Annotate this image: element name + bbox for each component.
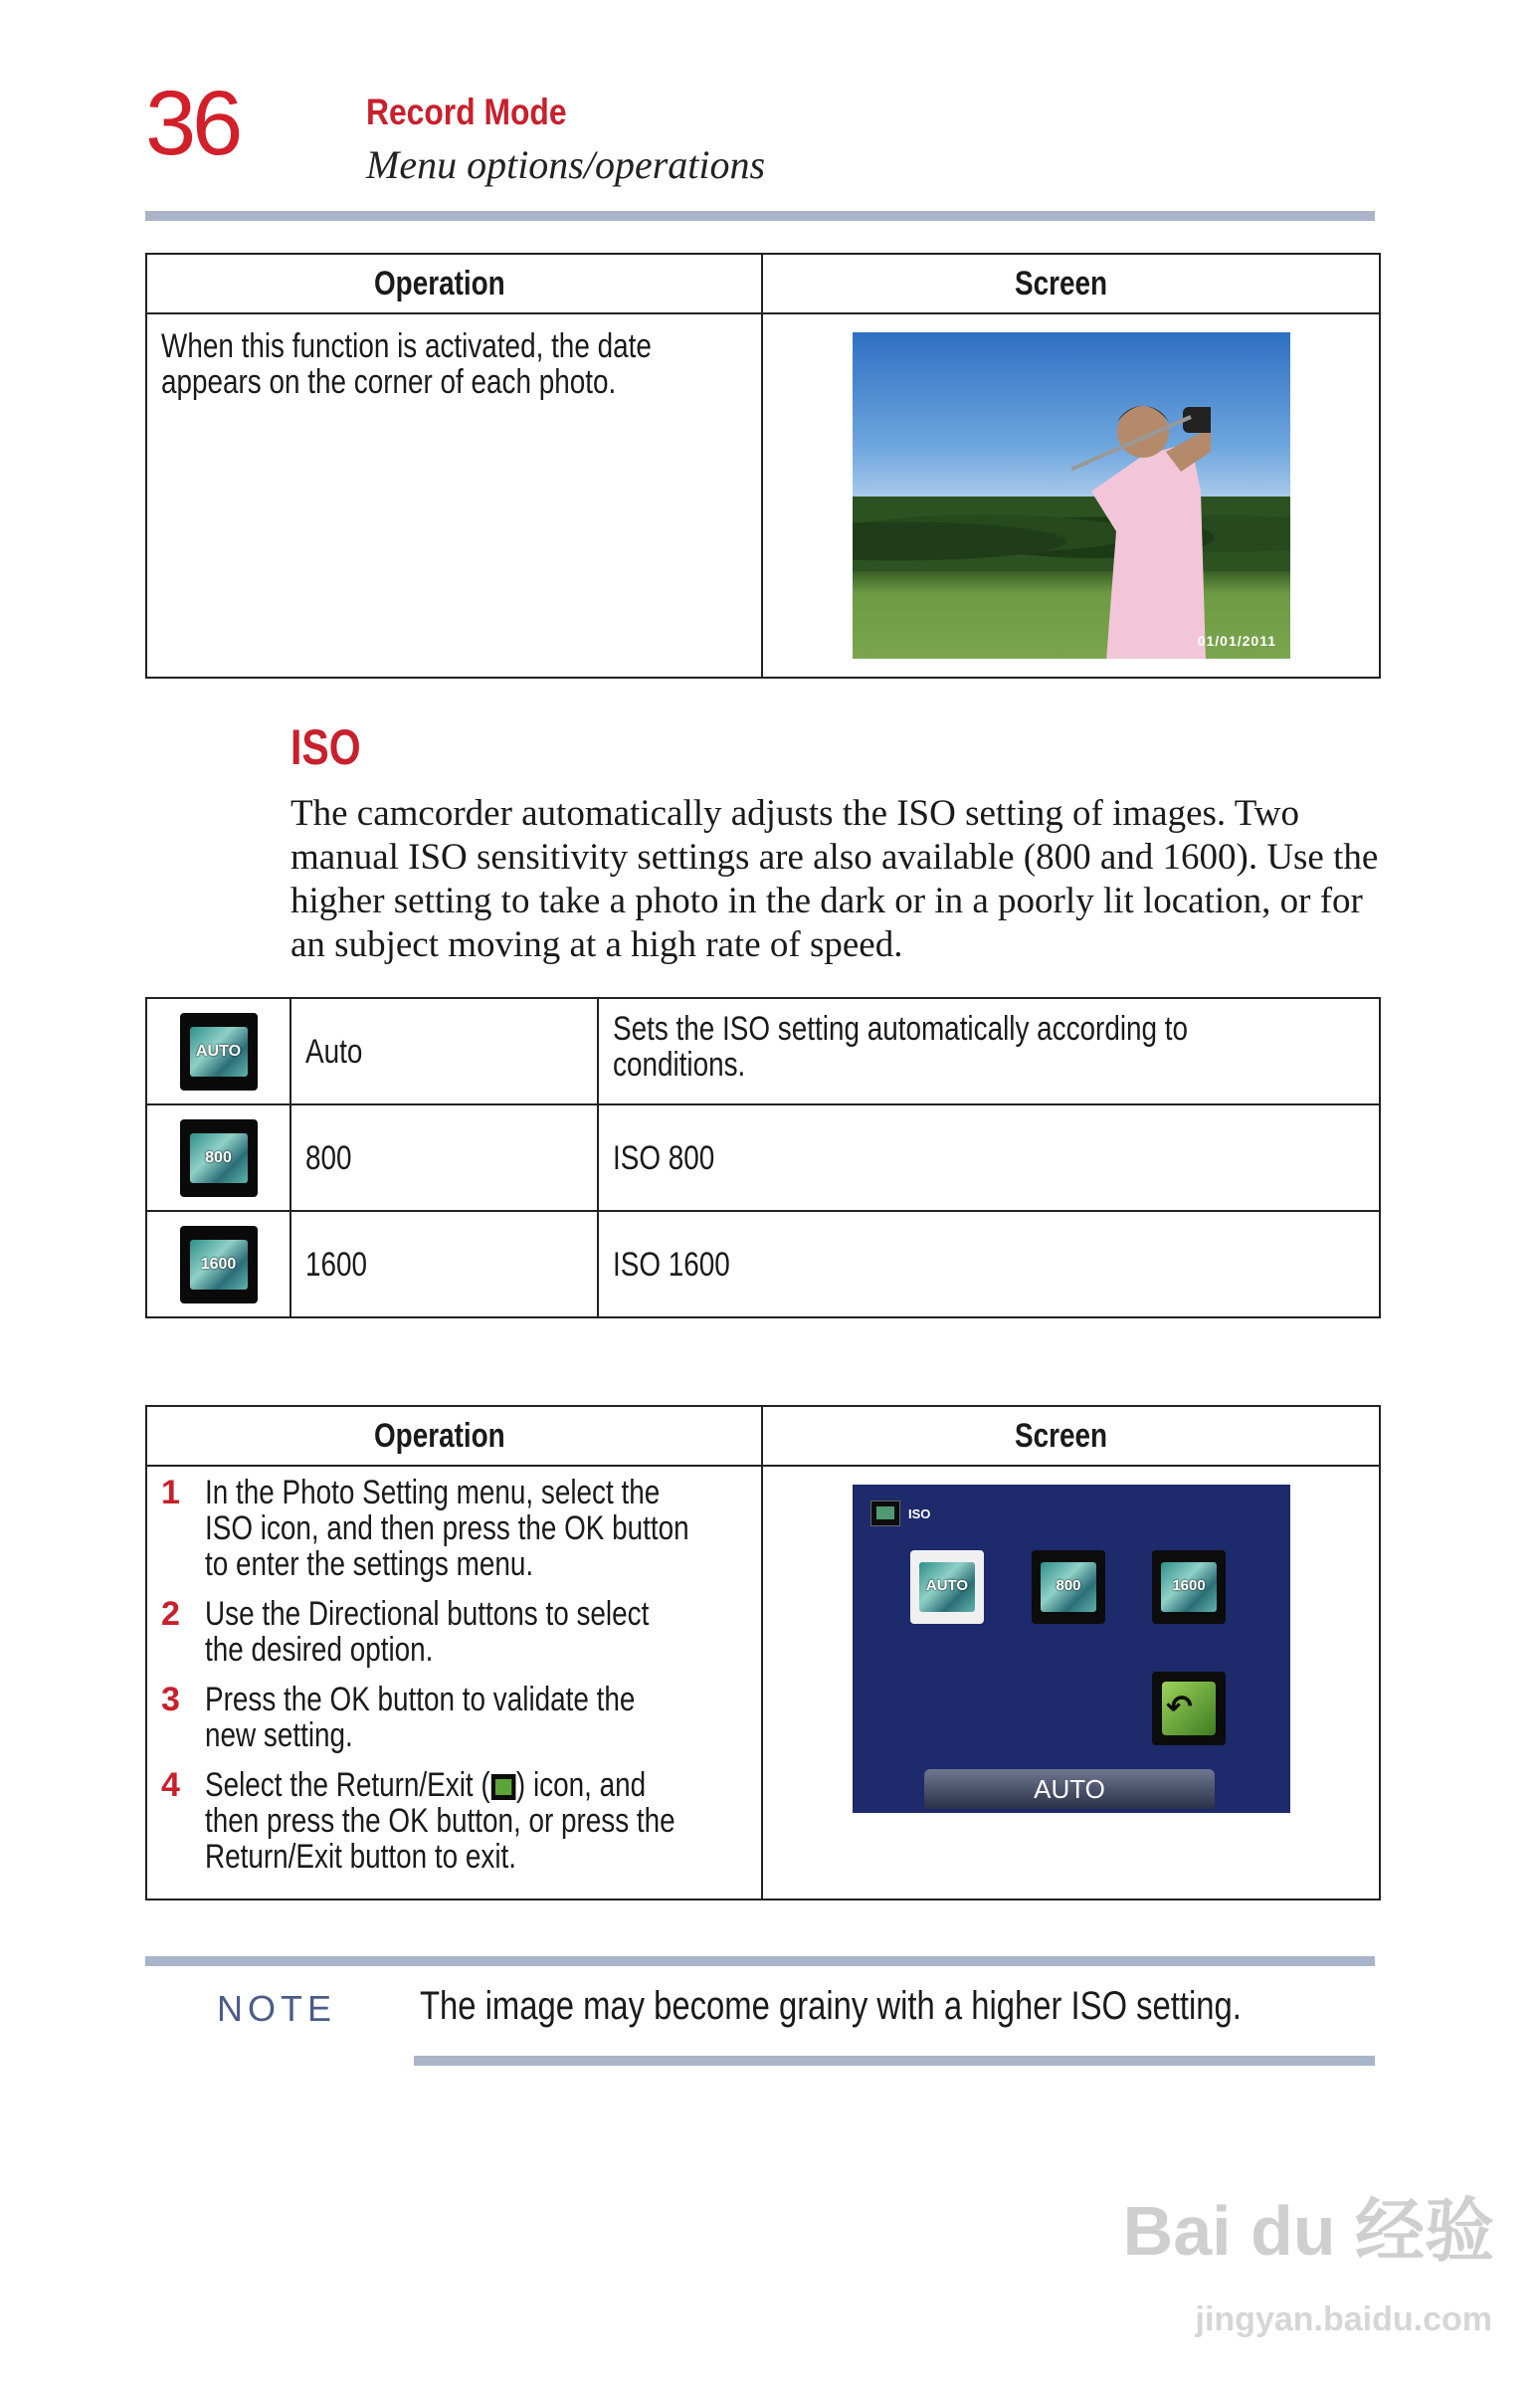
- step-text: then press the OK button, or press the: [205, 1802, 675, 1840]
- table2-header-operation: Operation: [146, 1406, 762, 1466]
- date-stamp-operation-table: [145, 253, 1381, 679]
- iso-option-row: [146, 1104, 1380, 1211]
- note-label: NOTE: [217, 1988, 337, 2029]
- screen-option-800: 800: [1032, 1550, 1105, 1624]
- step-text: Press the OK button to validate the: [205, 1681, 636, 1718]
- steps-cell: [146, 1466, 762, 1900]
- operation-text-line: When this function is activated, the date: [161, 327, 652, 365]
- iso-menu-header-icon: [870, 1500, 900, 1526]
- screen-current-setting: AUTO: [924, 1769, 1215, 1809]
- iso-option-name: 800: [305, 1138, 352, 1177]
- step-number: 2: [161, 1595, 180, 1633]
- step-4: [147, 1767, 761, 1875]
- iso-operation-table: [145, 1405, 1381, 1900]
- page-number: 36: [145, 73, 240, 174]
- golfer-figure: [1071, 362, 1211, 659]
- step-number: 3: [161, 1681, 180, 1718]
- section-subtitle: Menu options/operations: [366, 142, 766, 187]
- iso-1600-icon: 1600: [180, 1226, 258, 1303]
- iso-option-description: ISO 1600: [613, 1245, 730, 1284]
- section-title: Record Mode: [366, 92, 567, 132]
- iso-option-name: Auto: [305, 1032, 363, 1071]
- table1-operation-cell: [146, 313, 762, 678]
- baidu-watermark: Bai du 经验: [1122, 2192, 1494, 2270]
- screen-option-auto: AUTO: [910, 1550, 984, 1624]
- step-text: to enter the settings menu.: [205, 1545, 534, 1583]
- step-number: 4: [161, 1766, 180, 1804]
- step-text: ISO icon, and then press the OK button: [205, 1509, 689, 1547]
- operation-text-line: appears on the corner of each photo.: [161, 363, 617, 401]
- note-bottom-rule: [414, 2056, 1375, 2066]
- step-1: [147, 1475, 761, 1582]
- iso-option-row: [146, 998, 1380, 1104]
- step-text: new setting.: [205, 1716, 353, 1754]
- step-text: Select the Return/Exit ( ) icon, and: [205, 1766, 647, 1804]
- iso-options-table: [145, 997, 1381, 1318]
- header-rule: [145, 211, 1375, 221]
- iso-auto-icon: AUTO: [180, 1013, 258, 1091]
- note-text: The image may become grainy with a higher ISO setting.: [420, 1984, 1242, 2028]
- iso-option-description: conditions.: [613, 1046, 746, 1084]
- return-exit-button-icon: ↶: [1152, 1672, 1226, 1745]
- iso-option-description: Sets the ISO setting automatically according to: [613, 1010, 1189, 1048]
- step-text: In the Photo Setting menu, select the: [205, 1474, 661, 1511]
- baidu-watermark-url: jingyan.baidu.com: [1195, 2300, 1492, 2338]
- table1-screen-cell: [762, 313, 1380, 678]
- iso-option-name: 1600: [305, 1245, 368, 1284]
- step-number: 1: [161, 1474, 180, 1511]
- table1-header-operation: Operation: [146, 254, 762, 313]
- iso-description: The camcorder automatically adjusts the ISO setting of images. Two manual ISO sensitivity settings are also available (800 and 1600). Use the higher setting to take a photo in the dark or in a poorly lit location, or for an subject moving at a high rate of speed.: [290, 793, 1379, 965]
- step-3: [147, 1682, 761, 1753]
- return-exit-icon: [490, 1774, 515, 1800]
- iso-menu-screen: [853, 1485, 1290, 1813]
- table1-header-screen: Screen: [762, 254, 1380, 313]
- screen-option-1600: 1600: [1152, 1550, 1226, 1624]
- iso-option-row: [146, 1211, 1380, 1317]
- iso-800-icon: 800: [180, 1119, 258, 1197]
- step-text: Use the Directional buttons to select: [205, 1595, 650, 1633]
- iso-option-description: ISO 800: [613, 1138, 715, 1177]
- step-text: Return/Exit button to exit.: [205, 1838, 517, 1876]
- photo-date-stamp: 01/01/2011: [1197, 633, 1276, 649]
- table2-header-screen: Screen: [762, 1406, 1380, 1466]
- table2-screen-cell: [762, 1466, 1380, 1900]
- iso-heading: ISO: [290, 719, 361, 775]
- note-top-rule: [145, 1956, 1375, 1966]
- iso-menu-header-label: ISO: [908, 1506, 931, 1521]
- step-text: the desired option.: [205, 1631, 434, 1669]
- step-2: [147, 1596, 761, 1668]
- golfer-photo: [853, 332, 1290, 659]
